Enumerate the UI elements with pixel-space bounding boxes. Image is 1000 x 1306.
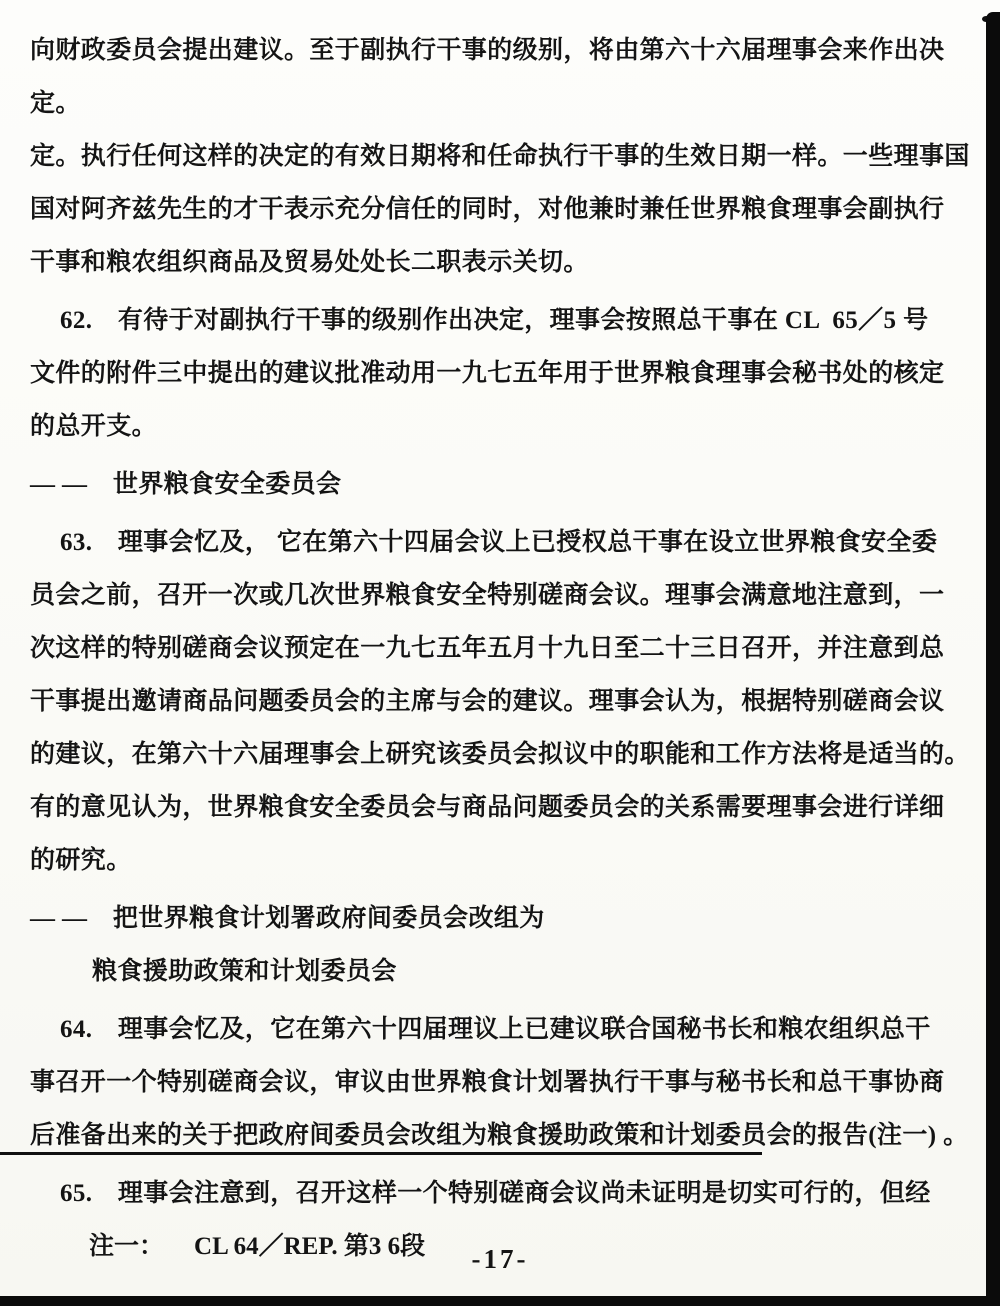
text-line: 后准备出来的关于把政府间委员会改组为粮食援助政策和计划委员会的报告(注一) 。 — [30, 1122, 969, 1149]
text-line: 文件的附件三中提出的建议批准动用一九七五年用于世界粮食理事会秘书处的核定 — [30, 360, 945, 387]
body-text — [30, 24, 970, 1220]
text-line: 事召开一个特别磋商会议，审议由世界粮食计划署执行干事与秘书长和总干事协商 — [30, 1069, 945, 1096]
paragraph-63-start: 63. 理事会忆及， 它在第六十四届会议上已授权总干事在设立世界粮食安全委 — [60, 529, 938, 556]
paragraph-64-start: 64. 理事会忆及，它在第六十四届理议上已建议联合国秘书长和粮农组织总干 — [60, 1016, 931, 1043]
text-line: 有的意见认为，世界粮食安全委员会与商品问题委员会的关系需要理事会进行详细 — [30, 794, 945, 821]
scan-edge-bottom — [0, 1296, 1000, 1306]
text-line: 定。执行任何这样的决定的有效日期将和任命执行干事的生效日期一样。一些理事国 — [30, 143, 970, 170]
footnote-text: CL 64／REP. 第3 6段 — [194, 1233, 426, 1260]
page-number: -17- — [471, 1244, 529, 1274]
text-line: 干事和粮农组织商品及贸易处处长二职表示关切。 — [30, 249, 589, 276]
footnote-separator-rule — [0, 1152, 762, 1155]
text-line: 的研究。 — [30, 847, 132, 874]
scan-edge-right — [986, 12, 1000, 1306]
text-line: 次这样的特别磋商会议预定在一九七五年五月十九日至二十三日召开，并注意到总 — [30, 635, 945, 662]
text-line: 干事提出邀请商品问题委员会的主席与会的建议。理事会认为，根据特别磋商会议 — [30, 688, 945, 715]
section-heading-wfp-reorg-line2: 粮食援助政策和计划委员会 — [92, 958, 397, 985]
paragraph-65-start: 65. 理事会注意到，召开这样一个特别磋商会议尚未证明是切实可行的，但经 — [60, 1180, 931, 1207]
text-line: 员会之前，召开一次或几次世界粮食安全特别磋商会议。理事会满意地注意到，一 — [30, 582, 945, 609]
text-line: 的建议，在第六十六届理事会上研究该委员会拟议中的职能和工作方法将是适当的。 — [30, 741, 970, 768]
footnote-label: 注一： — [89, 1233, 165, 1260]
section-heading-food-security: — — 世界粮食安全委员会 — [30, 471, 342, 498]
paragraph-62-start: 62. 有待于对副执行干事的级别作出决定，理事会按照总干事在 CL 65／5 号 — [60, 307, 929, 334]
text-line: 向财政委员会提出建议。至于副执行干事的级别，将由第六十六届理事会来作出决定。 — [30, 37, 945, 117]
section-heading-wfp-reorg: — — 把世界粮食计划署政府间委员会改组为 — [30, 905, 545, 932]
text-line: 的总开支。 — [30, 413, 158, 440]
text-line: 国对阿齐兹先生的才干表示充分信任的同时，对他兼时兼任世界粮食理事会副执行 — [30, 196, 945, 223]
